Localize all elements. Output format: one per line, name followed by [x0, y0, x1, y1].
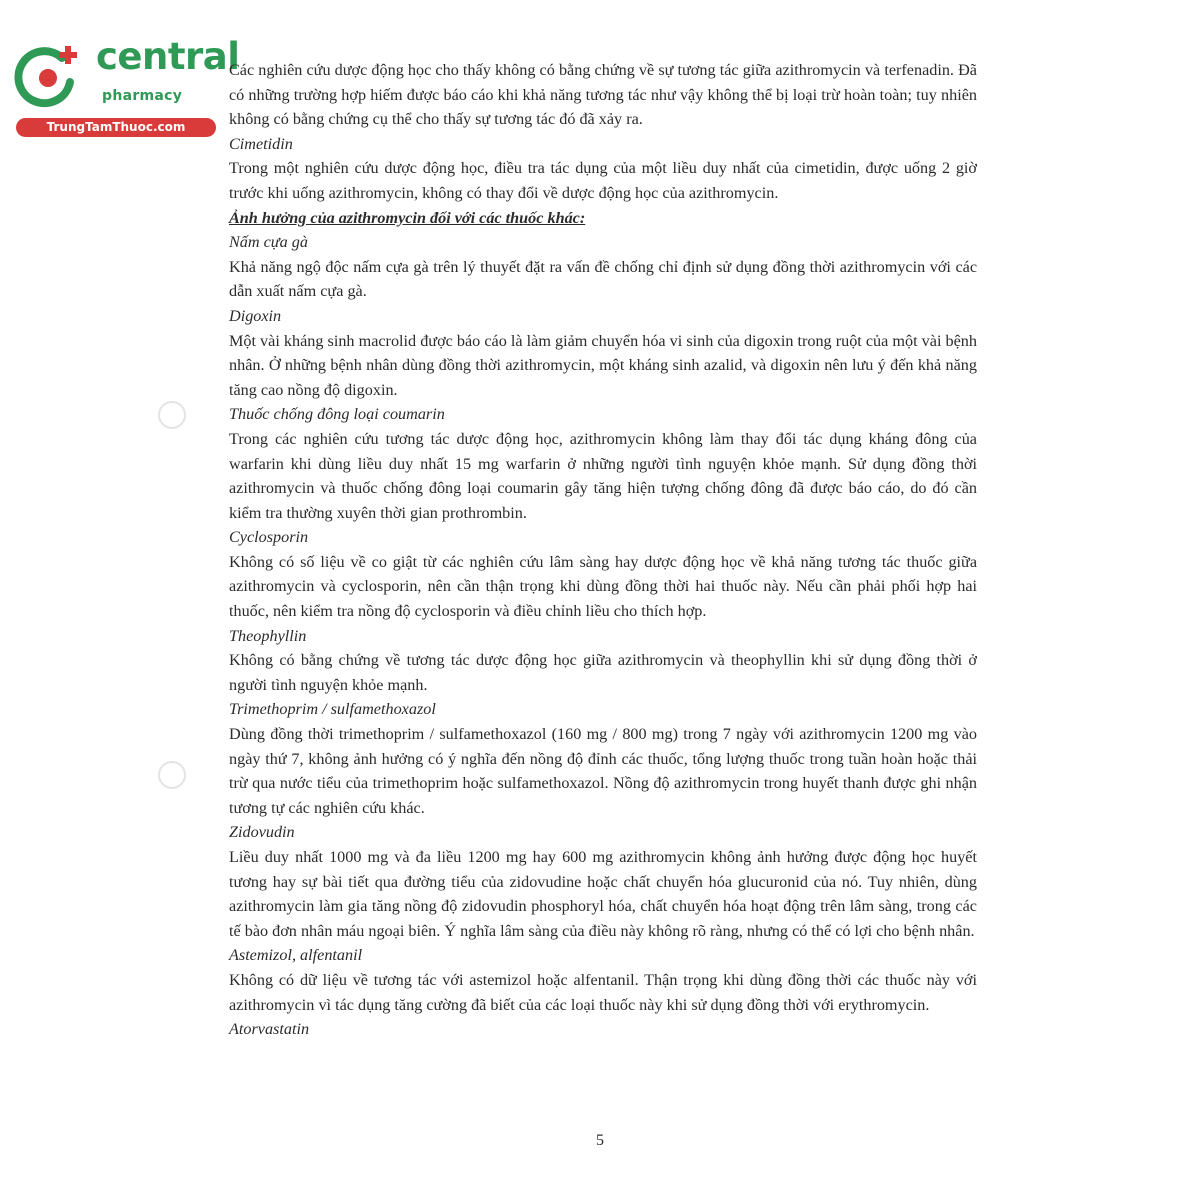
paragraph-theophyllin: Không có bằng chứng về tương tác dược động học giữa azithromycin và theophyllin khi sử dụng đồng thời ở người tình nguyện khỏe mạnh.: [229, 651, 977, 694]
section-title-cyclosporin: Cyclosporin: [229, 528, 309, 547]
brand-website: TrungTamThuoc.com: [16, 118, 216, 137]
section-heading: Ảnh hưởng của azithromycin đối với các thuốc khác:: [229, 208, 586, 227]
section-title-cimetidin: Cimetidin: [229, 134, 293, 153]
paragraph-digoxin: Một vài kháng sinh macrolid được báo cáo là làm giảm chuyển hóa vi sinh của digoxin trong ruột của một vài bệnh nhân. Ở những bệnh nhân dùng đồng thời azithromycin, một kháng sinh azalid, và digoxin nên lưu ý đến khả năng tăng cao nồng độ digoxin.: [229, 331, 977, 399]
section-title-atorvastatin: Atorvastatin: [229, 1020, 310, 1039]
pharmacy-logo-icon: [10, 38, 86, 114]
paragraph-cimetidin: Trong một nghiên cứu dược động học, điều tra tác dụng của một liều duy nhất của cimetidin, được uống 2 giờ trước khi uống azithromycin, không có thay đổi về dược động học của azithromycin.: [229, 159, 977, 202]
paragraph-trimethoprim: Dùng đồng thời trimethoprim / sulfamethoxazol (160 mg / 800 mg) trong 7 ngày với azithromycin 1200 mg vào ngày thứ 7, không ảnh hưởng có ý nghĩa đến nồng độ đỉnh các thuốc, tổng lượng thuốc trong tuần hoàn hoặc thải trừ qua nước tiểu của trimethoprim hoặc sulfamethoxazol. Nồng độ azithromycin trong huyết thanh được ghi nhận tương tự các nghiên cứu khác.: [229, 725, 977, 817]
section-title-nam-cua-ga: Nấm cựa gà: [229, 233, 308, 252]
brand-subtitle: pharmacy: [102, 88, 183, 104]
section-title-zidovudin: Zidovudin: [229, 823, 295, 842]
paragraph-zidovudin: Liều duy nhất 1000 mg và đa liều 1200 mg hay 600 mg azithromycin không ảnh hưởng được động học huyết tương hay sự bài tiết qua đường tiểu của zidovudine hoặc chất chuyển hóa glucuronid của nó. Tuy nhiên, dùng azithromycin làm gia tăng nồng độ zidovudin phosphoryl hóa, chất chuyển hóa hoạt động trên lâm sàng, trong các tế bào đơn nhân máu ngoại biên. Ý nghĩa lâm sàng của điều này không rõ ràng, nhưng có thể có lợi cho bệnh nhân.: [229, 848, 977, 940]
page-number: 5: [596, 1132, 604, 1149]
section-title-trimethoprim: Trimethoprim / sulfamethoxazol: [229, 700, 436, 719]
paragraph-coumarin: Trong các nghiên cứu tương tác dược động học, azithromycin không làm thay đổi tác dụng kháng đông của warfarin khi dùng liều duy nhất 15 mg warfarin ở những người tình nguyện khỏe mạnh. Sử dụng đồng thời azithromycin và thuốc chống đông loại coumarin gây tăng hiện tượng chống đông đã được báo cáo, do đó cần kiểm tra thường xuyên thời gian prothrombin.: [229, 429, 977, 522]
section-title-astemizol: Astemizol, alfentanil: [229, 946, 363, 965]
section-title-digoxin: Digoxin: [229, 306, 282, 325]
document-body: [229, 58, 977, 1042]
punch-hole: [158, 401, 186, 429]
section-title-theophyllin: Theophyllin: [229, 626, 307, 645]
section-title-coumarin: Thuốc chống đông loại coumarin: [229, 405, 445, 424]
central-pharmacy-logo: [10, 35, 240, 138]
punch-hole: [158, 761, 186, 789]
paragraph-cyclosporin: Không có số liệu về co giật từ các nghiên cứu lâm sàng hay dược động học về khả năng tương tác thuốc giữa azithromycin và cyclosporin, nên cần thận trọng khi dùng đồng thời hai thuốc này. Nếu cần phải phối hợp hai thuốc, nên kiểm tra nồng độ cyclosporin và điều chỉnh liều cho thích hợp.: [229, 552, 977, 621]
paragraph-astemizol: Không có dữ liệu về tương tác với astemizol hoặc alfentanil. Thận trọng khi dùng đồng thời các thuốc này với azithromycin vì tác dụng tăng cường đã biết của các loại thuốc này khi sử dụng đồng thời với erythromycin.: [229, 970, 977, 1014]
intro-paragraph: Các nghiên cứu dược động học cho thấy không có bằng chứng về sự tương tác giữa azithromycin và terfenadin. Đã có những trường hợp hiếm được báo cáo khi khả năng tương tác như vậy không thể bị loại trừ hoàn toàn; tuy nhiên không có bằng chứng cụ thể cho thấy sự tương tác đó đã xảy ra.: [229, 61, 977, 129]
paragraph-nam-cua-ga: Khả năng ngộ độc nấm cựa gà trên lý thuyết đặt ra vấn đề chống chỉ định sử dụng đồng thời azithromycin với các dẫn xuất nấm cựa gà.: [229, 257, 977, 301]
brand-name: central: [96, 35, 240, 78]
